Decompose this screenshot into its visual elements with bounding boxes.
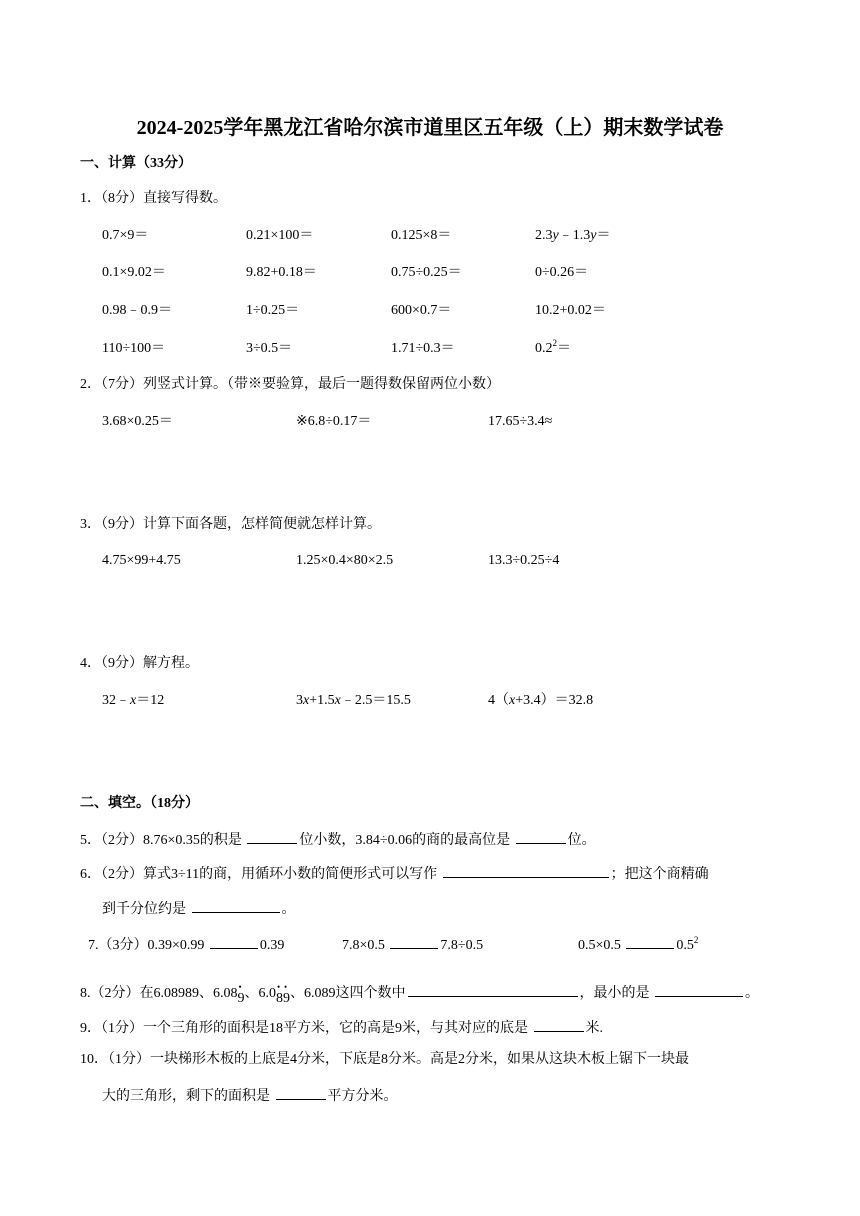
answer-blank[interactable]: [655, 982, 743, 997]
question-text: 位。: [567, 833, 596, 848]
q1-item: 110÷100＝: [102, 341, 166, 356]
answer-blank[interactable]: [276, 1085, 326, 1100]
question-number: 4．: [80, 656, 101, 671]
answer-blank[interactable]: [443, 863, 609, 878]
question-2: [80, 376, 500, 394]
question-text: （9分）计算下面各题，怎样简便就怎样计算。: [101, 517, 381, 532]
question-text: 7.8÷0.5: [440, 938, 484, 953]
question-4: [80, 655, 199, 673]
q1-item: 1÷0.25＝: [246, 303, 300, 318]
exponent: 2: [693, 935, 699, 945]
q1-item: 0.125×8＝: [391, 228, 452, 243]
question-text: 、6.0: [244, 986, 276, 1001]
question-number: 9．: [80, 1021, 101, 1036]
question-text: 。: [745, 986, 759, 1001]
question-text: 大的三角形，剩下的面积是: [102, 1089, 270, 1104]
question-text: ；把这个商精确: [610, 867, 709, 882]
question-7-part-a: [88, 934, 284, 955]
question-number: 2．: [80, 377, 101, 392]
answer-blank[interactable]: [247, 829, 297, 844]
question-text: （9分）解方程。: [101, 656, 199, 671]
question-number: 3．: [80, 517, 101, 532]
q4-item: 4（x+3.4）＝32.8: [488, 693, 594, 708]
question-text: 到千分位约是: [102, 902, 186, 917]
q3-item: 1.25×0.4×80×2.5: [296, 553, 394, 568]
q1-item: 600×0.7＝: [391, 303, 452, 318]
question-6: [80, 863, 709, 884]
q1-item: 9.82+0.18＝: [246, 265, 317, 280]
question-number: 5．: [80, 833, 101, 848]
q1-item: 0÷0.26＝: [535, 265, 589, 280]
question-text: 位小数，3.84÷0.06的商的最高位是: [299, 833, 511, 848]
section-heading-calculation: 一、计算（33分）: [80, 156, 192, 171]
q1-item: 0.1×9.02＝: [102, 265, 166, 280]
q1-item: 0.98﹣0.9＝: [102, 303, 172, 318]
question-text: （8分）直接写得数。: [101, 191, 227, 206]
answer-blank[interactable]: [192, 898, 280, 913]
q4-item: 3x+1.5x﹣2.5＝15.5: [296, 693, 411, 708]
question-text: 。: [281, 902, 296, 917]
question-8: [80, 982, 759, 1008]
question-text: （3分）0.39×0.99: [98, 938, 205, 953]
q4-item: 32﹣x＝12: [102, 693, 165, 708]
q2-item: 17.65÷3.4≈: [488, 414, 553, 429]
q1-item: 10.2+0.02＝: [535, 303, 606, 318]
question-number: 1．: [80, 191, 101, 206]
q1-item: 0.7×9＝: [102, 228, 149, 243]
q1-item: 0.21×100＝: [246, 228, 314, 243]
repeating-digit: • 9: [238, 990, 245, 1008]
question-text: 平方分米。: [327, 1089, 398, 1104]
question-number: 6．: [80, 867, 101, 882]
question-text: （2分）8.76×0.35的积是: [101, 833, 242, 848]
q1-item: 1.71÷0.3＝: [391, 341, 455, 356]
question-10-continued: [102, 1085, 398, 1106]
question-1: [80, 190, 227, 208]
section-heading-fill-blank: 二、填空。（18分）: [80, 796, 199, 811]
question-3: [80, 516, 381, 534]
question-5: [80, 829, 596, 850]
question-text: 0.5: [676, 938, 694, 953]
answer-blank[interactable]: [210, 934, 258, 949]
answer-blank[interactable]: [534, 1017, 584, 1032]
answer-blank[interactable]: [408, 982, 578, 997]
q2-item: 3.68×0.25＝: [102, 414, 173, 429]
question-text: （2分）在6.08989、6.08: [90, 986, 238, 1001]
answer-blank[interactable]: [626, 934, 674, 949]
q1-item: 0.75÷0.25＝: [391, 265, 462, 280]
question-number: 7.: [88, 938, 99, 953]
repeating-digit: • 9: [283, 990, 290, 1008]
page-title: 2024-2025学年黑龙江省哈尔滨市道里区五年级（上）期末数学试卷: [136, 117, 724, 139]
answer-blank[interactable]: [390, 934, 438, 949]
answer-blank[interactable]: [516, 829, 566, 844]
question-number: 8.: [80, 986, 91, 1001]
question-text: （7分）列竖式计算。（带※要验算，最后一题得数保留两位小数）: [101, 377, 500, 392]
question-number: 10．: [80, 1052, 108, 1067]
question-text: 0.39: [259, 938, 285, 953]
question-text: （2分）算式3÷11的商，用循环小数的简便形式可以写作: [101, 867, 438, 882]
q3-item: 13.3÷0.25÷4: [488, 553, 560, 568]
question-text: 0.5×0.5: [578, 938, 621, 953]
repeating-digit: • 8: [276, 990, 283, 1008]
q2-item: ※6.8÷0.17＝: [296, 414, 372, 429]
q1-item: 2.3y﹣1.3y＝: [535, 228, 611, 243]
question-text: 、6.089这四个数中: [290, 986, 406, 1001]
question-text: ，最小的是: [579, 986, 650, 1001]
question-7-part-c: [578, 934, 698, 955]
question-7-part-b: [342, 934, 483, 955]
q1-item: 3÷0.5＝: [246, 341, 293, 356]
question-10: [80, 1051, 689, 1069]
q1-item: $0.2^2=$: [535, 338, 571, 356]
question-text: 米.: [585, 1021, 603, 1036]
question-9: [80, 1017, 603, 1038]
question-text: （1分）一个三角形的面积是18平方米，它的高是9米，与其对应的底是: [101, 1021, 528, 1036]
question-text: 7.8×0.5: [342, 938, 385, 953]
q3-item: 4.75×99+4.75: [102, 553, 181, 568]
question-text: （1分）一块梯形木板的上底是4分米，下底是8分米。高是2分米，如果从这块木板上锯下一块最: [108, 1052, 689, 1067]
question-6-continued: [102, 898, 296, 919]
